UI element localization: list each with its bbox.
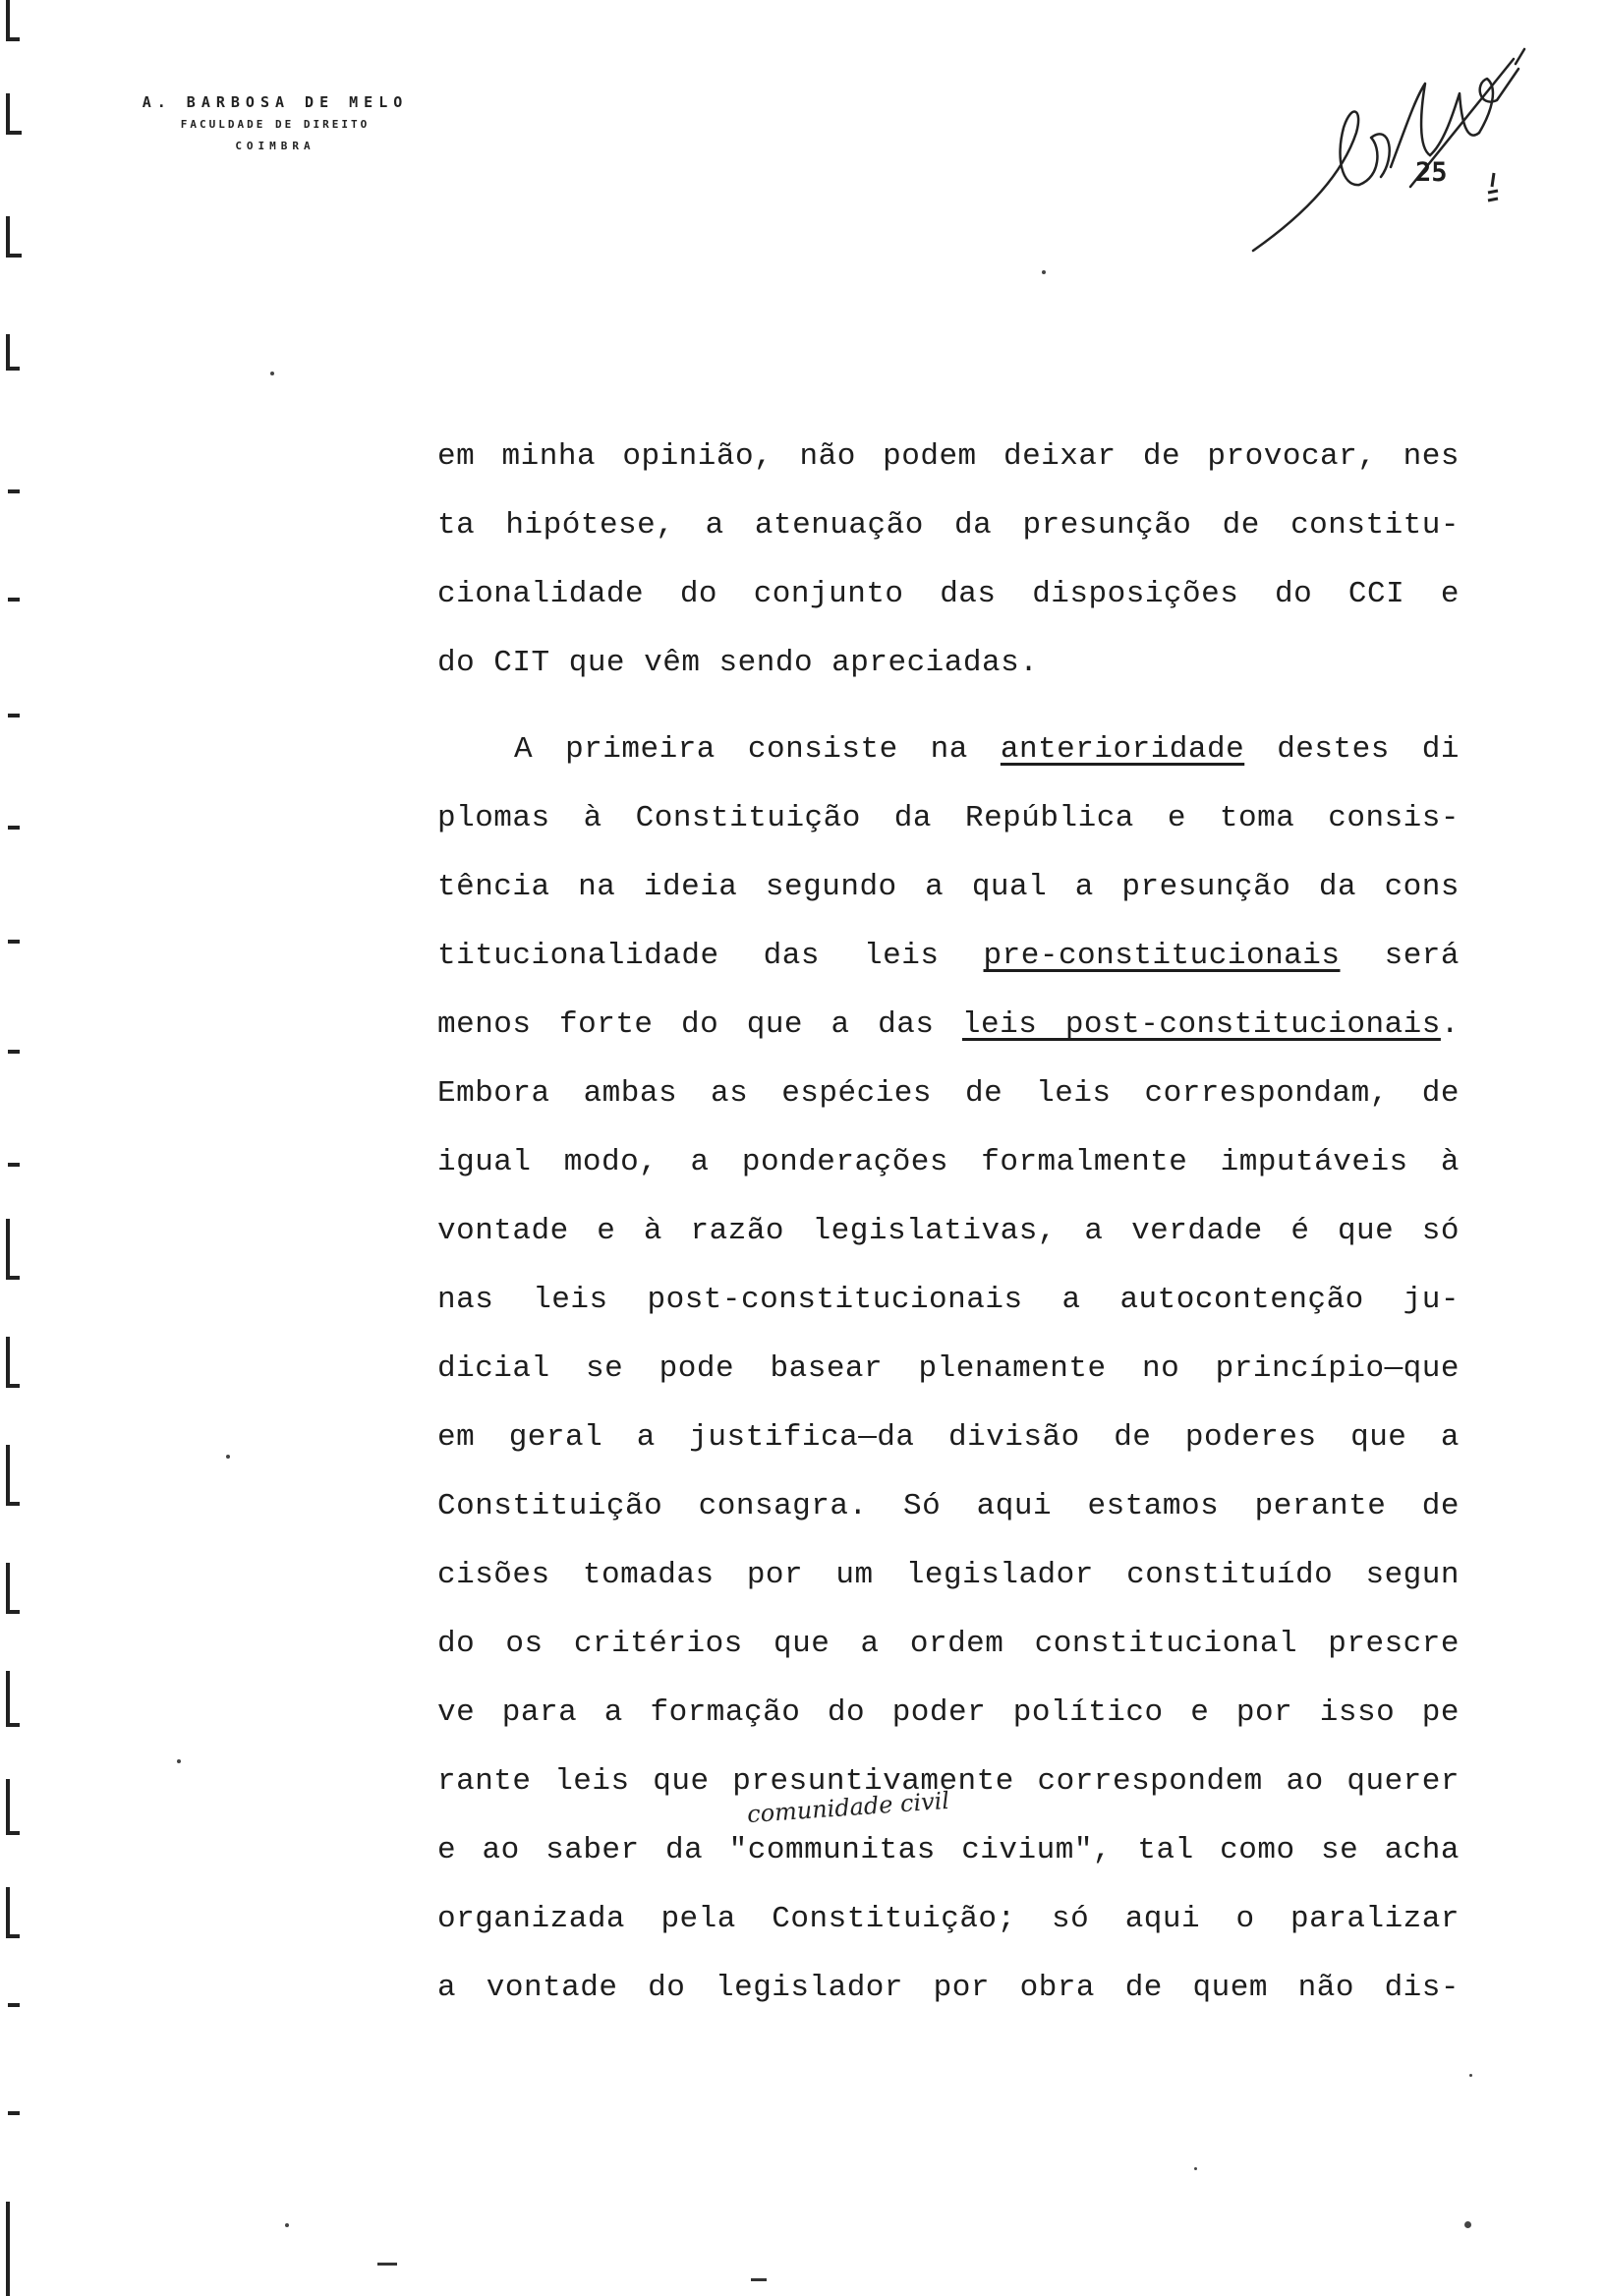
text-line: cisões tomadas por um legislador constituído segun	[437, 1558, 1460, 1592]
text-line: organizada pela Constituição; só aqui o paralizar	[437, 1902, 1460, 1936]
text-segment: .	[1440, 1007, 1460, 1042]
handwritten-signature	[1233, 39, 1528, 265]
page-number: 25	[1415, 157, 1448, 188]
paragraph-2	[437, 716, 1460, 2023]
text-line: tência na ideia segundo a qual a presunção da cons	[437, 870, 1460, 904]
text-line: em minha opinião, não podem deixar de provocar, nes	[437, 439, 1460, 474]
text-line: em geral a justifica—da divisão de poderes que a	[437, 1420, 1460, 1455]
paragraph-1	[437, 423, 1460, 698]
scan-speck	[1194, 2167, 1197, 2170]
text-line	[437, 922, 1460, 991]
text-segment: destes di	[1244, 732, 1460, 767]
scan-speck	[1042, 270, 1046, 274]
text-line: a vontade do legislador por obra de quem não dis-	[437, 1971, 1460, 2005]
text-line: e ao saber da "communitas civium", tal como se acha	[437, 1833, 1460, 1867]
text-line: dicial se pode basear plenamente no princípio—que	[437, 1351, 1460, 1386]
text-line: Embora ambas as espécies de leis correspondam, de	[437, 1076, 1460, 1111]
scan-mark	[751, 2278, 767, 2281]
text-line: Constituição consagra. Só aqui estamos perante de	[437, 1489, 1460, 1523]
letterhead-name: A. BARBOSA DE MELO	[142, 93, 409, 111]
scan-speck	[285, 2223, 289, 2227]
text-segment: A primeira consiste na	[514, 732, 1001, 767]
scan-speck	[177, 1759, 181, 1763]
text-segment: titucionalidade das leis	[437, 939, 984, 973]
handwritten-annotation: comunidade civil	[746, 1786, 950, 1829]
letterhead-faculty: FACULDADE DE DIREITO	[180, 118, 371, 131]
underlined-term: pre-constitucionais	[983, 939, 1341, 973]
document-body	[437, 423, 1460, 2023]
text-line: ta hipótese, a atenuação da presunção de constitu-	[437, 508, 1460, 543]
text-line: do os critérios que a ordem constitucional prescre	[437, 1627, 1460, 1661]
text-line: plomas à Constituição da República e toma consis-	[437, 801, 1460, 835]
underlined-term: leis post-constitucionais	[961, 1007, 1441, 1042]
scan-speck	[1464, 2221, 1471, 2228]
scan-speck	[226, 1455, 230, 1459]
text-line	[437, 716, 1460, 784]
text-segment: será	[1340, 939, 1460, 973]
text-line: do CIT que vêm sendo apreciadas.	[437, 646, 1039, 680]
scan-speck	[1469, 2074, 1472, 2077]
text-line	[437, 991, 1460, 1060]
text-line: ve para a formação do poder político e por isso pe	[437, 1695, 1460, 1730]
text-line: cionalidade do conjunto das disposições do CCI e	[437, 577, 1460, 611]
margin-mark-icon	[1484, 169, 1504, 208]
binding-marks	[0, 0, 39, 2296]
text-line: rante leis que presuntivamente correspondem ao querer	[437, 1764, 1460, 1799]
text-line: nas leis post-constitucionais a autocontenção ju-	[437, 1283, 1460, 1317]
scan-mark	[377, 2263, 397, 2266]
letterhead	[88, 90, 462, 157]
text-line: vontade e à razão legislativas, a verdade é que só	[437, 1214, 1460, 1248]
text-line: igual modo, a ponderações formalmente imputáveis à	[437, 1145, 1460, 1179]
scan-speck	[270, 372, 274, 375]
underlined-term: anterioridade	[1000, 732, 1245, 767]
text-segment: menos forte do que a das	[437, 1007, 962, 1042]
letterhead-city: COIMBRA	[235, 140, 315, 152]
